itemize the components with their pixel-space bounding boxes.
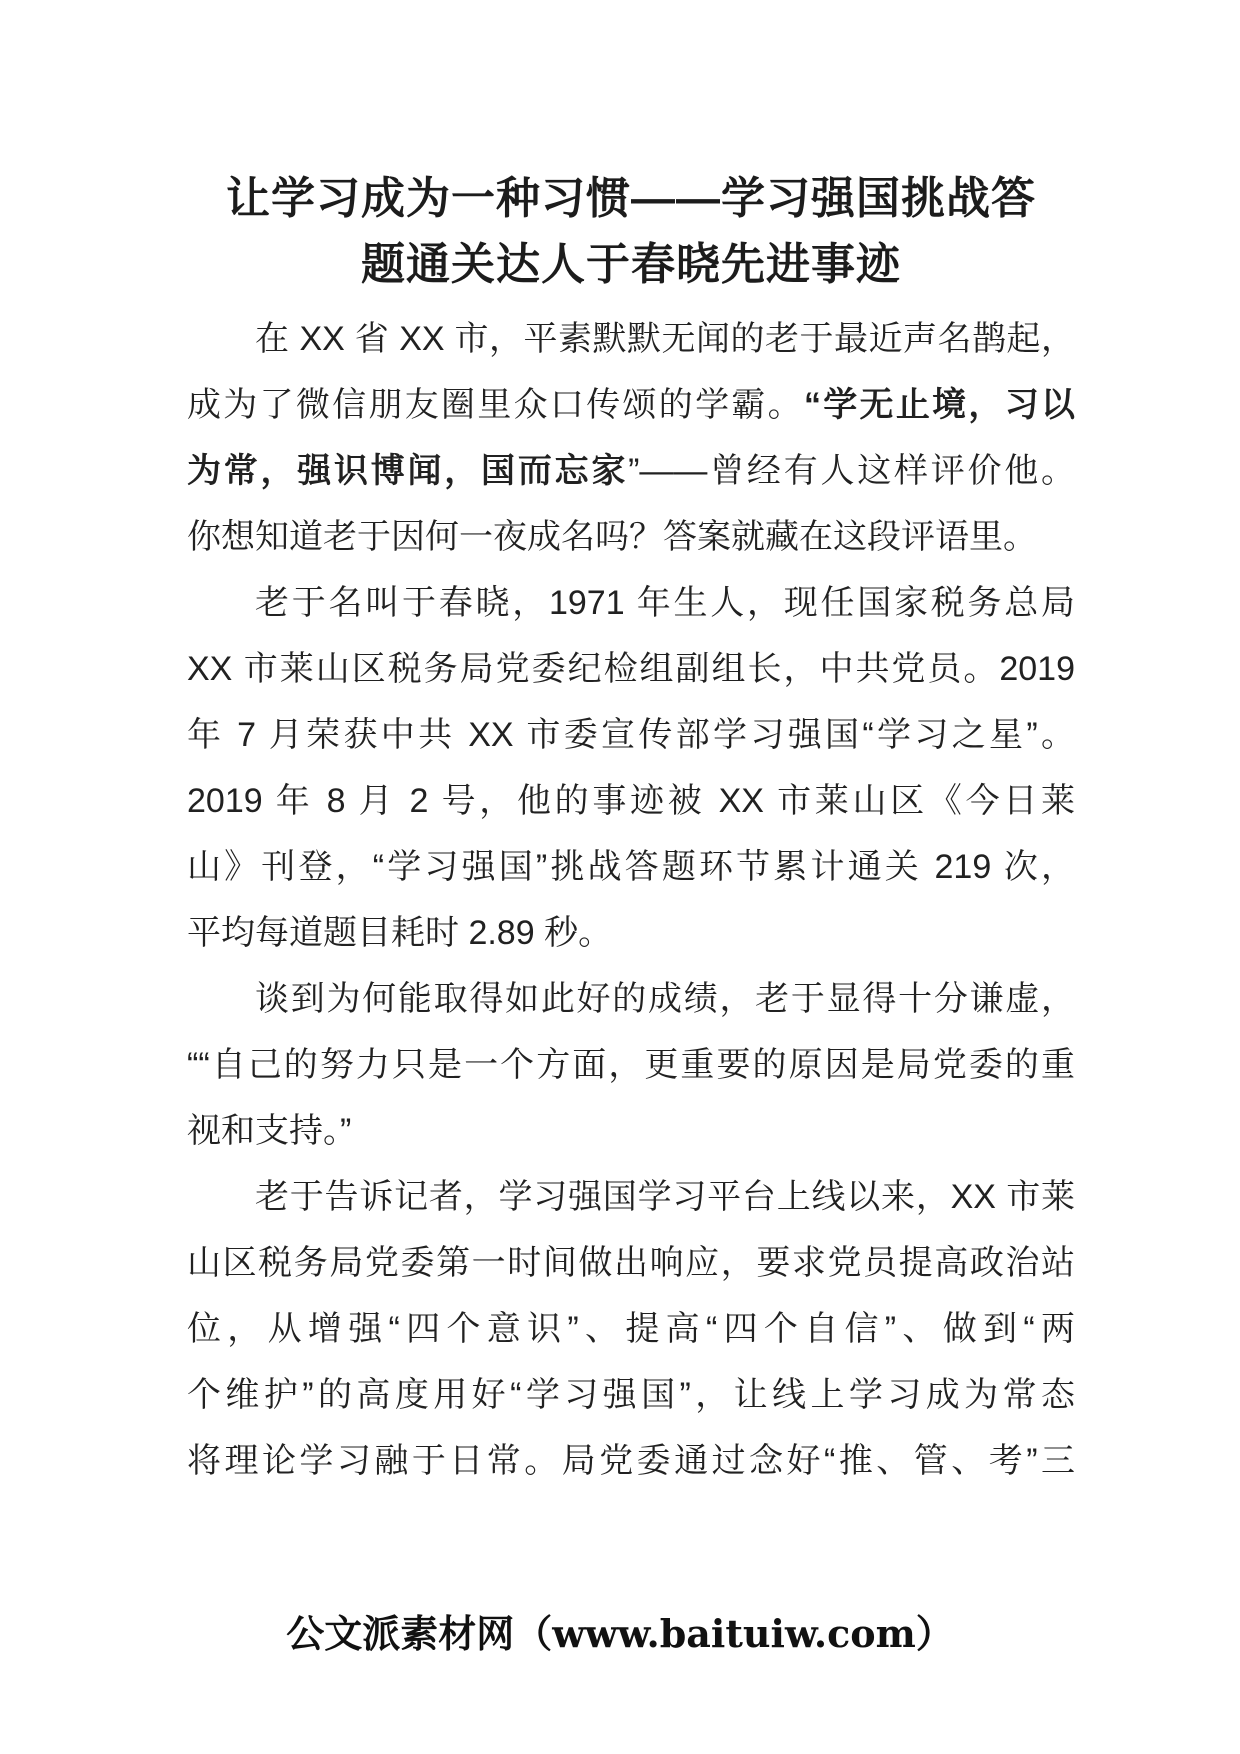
body-line [187,438,1075,504]
text-run: 山区税务局党委第一时间做出响应，要求党员提高政治站 [187,1244,1075,1282]
body-line [187,1098,1075,1164]
body-line [187,570,1075,636]
text-run: 老于名叫于春晓，1971 年生人，现任国家税务总局 [255,584,1075,622]
text-run: 视和支持。” [187,1112,352,1150]
text-run: 老于告诉记者，学习强国学习平台上线以来，XX 市莱 [255,1178,1075,1216]
body-line [187,372,1075,438]
body-line [187,1428,1075,1494]
text-run: 山》刊登，“学习强国”挑战答题环节累计通关 219 次， [187,848,1075,886]
body-line [187,1032,1075,1098]
text-run: ”——曾经有人这样评价他。 [628,452,1075,490]
body-line [187,900,1075,966]
paragraph [187,570,1075,966]
body-line [187,636,1075,702]
document-title [187,166,1075,298]
title-line-1: 让学习成为一种习惯——学习强国挑战答 [226,174,1036,223]
text-run: 年 7 月荣获中共 XX 市委宣传部学习强国“学习之星”。 [187,716,1075,754]
text-run: 个维护”的高度用好“学习强国”，让线上学习成为常态 [187,1376,1075,1414]
text-run: 2019 年 8 月 2 号，他的事迹被 XX 市莱山区《今日莱 [187,782,1075,820]
paragraph [187,1164,1075,1494]
text-run: 平均每道题目耗时 2.89 秒。 [187,914,613,952]
body-line [187,834,1075,900]
text-run: ““自己的努力只是一个方面，更重要的原因是局党委的重 [187,1046,1075,1084]
body-line [187,1362,1075,1428]
body-line [187,966,1075,1032]
text-run: 谈到为何能取得如此好的成绩，老于显得十分谦虚， [255,980,1075,1018]
document-body [187,306,1075,1494]
body-line [187,1164,1075,1230]
bold-text-run: “学无止境，习以 [803,386,1075,424]
text-run: 将理论学习融于日常。局党委通过念好“推、管、考”三 [187,1442,1075,1480]
bold-text-run: 为常，强识博闻，国而忘家 [187,452,629,490]
document-content [187,166,1075,1494]
body-line [187,768,1075,834]
text-run: 位，从增强“四个意识”、提高“四个自信”、做到“两 [187,1310,1075,1348]
body-line [187,504,1075,570]
title-line-2: 题通关达人于春晓先进事迹 [361,240,901,289]
body-line [187,702,1075,768]
text-run: XX 市莱山区税务局党委纪检组副组长，中共党员。2019 [187,650,1075,688]
paragraph [187,966,1075,1164]
body-line [187,306,1075,372]
paragraph [187,306,1075,570]
text-run: 在 XX 省 XX 市，平素默默无闻的老于最近声名鹊起， [255,320,1075,358]
text-run: 成为了微信朋友圈里众口传颂的学霸。 [187,386,804,424]
body-line [187,1230,1075,1296]
text-run: 你想知道老于因何一夜成名吗？答案就藏在这段评语里。 [187,518,1037,556]
footer-text: 公文派素材网（www.baituiw.com） [286,1611,954,1656]
body-line [187,1296,1075,1362]
